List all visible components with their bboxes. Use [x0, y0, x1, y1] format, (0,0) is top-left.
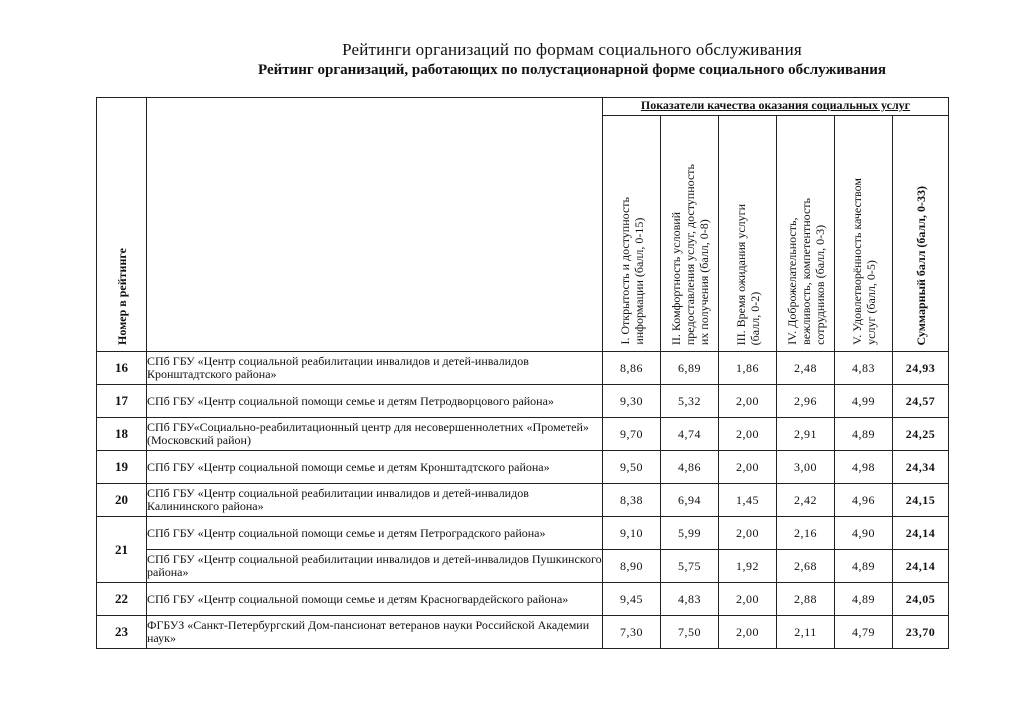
table-row	[97, 352, 949, 385]
score-openness: 9,30	[603, 385, 661, 418]
rank-cell: 16	[97, 352, 147, 385]
table-row	[97, 517, 949, 550]
col-header-openness: I. Открытость и доступность информации (балл, 0-15)	[603, 116, 661, 352]
score-total: 24,57	[893, 385, 949, 418]
score-total: 24,93	[893, 352, 949, 385]
col-header-waiting-time: III. Время ожидания услуги (балл, 0-2)	[719, 116, 777, 352]
score-satisfaction: 4,83	[835, 352, 893, 385]
rank-cell: 17	[97, 385, 147, 418]
score-waiting: 2,00	[719, 385, 777, 418]
score-courtesy: 2,48	[777, 352, 835, 385]
rank-cell: 23	[97, 616, 147, 649]
rank-cell: 19	[97, 451, 147, 484]
organization-cell: ФГБУЗ «Санкт-Петербургский Дом-пансионат ветеранов науки Российской Академии наук»	[147, 616, 603, 649]
col-header-courtesy: IV. Доброжелательность, вежливость, компетентность сотрудников (балл, 0-3)	[777, 116, 835, 352]
score-satisfaction: 4,96	[835, 484, 893, 517]
score-comfort: 6,89	[661, 352, 719, 385]
score-total: 24,14	[893, 550, 949, 583]
col-header-comfort: II. Комфортность условий предоставления услуг, доступность их получения (балл, 0-8)	[661, 116, 719, 352]
organization-cell: СПб ГБУ «Центр социальной помощи семье и детям Красногвардейского района»	[147, 583, 603, 616]
score-comfort: 4,83	[661, 583, 719, 616]
rank-cell: 20	[97, 484, 147, 517]
score-satisfaction: 4,90	[835, 517, 893, 550]
score-waiting: 1,86	[719, 352, 777, 385]
rank-cell: 18	[97, 418, 147, 451]
organization-cell: СПб ГБУ «Центр социальной реабилитации инвалидов и детей-инвалидов Калининского района»	[147, 484, 603, 517]
score-openness: 8,90	[603, 550, 661, 583]
score-total: 24,05	[893, 583, 949, 616]
table-row	[97, 616, 949, 649]
rank-column-label: Номер в рейтинге	[114, 247, 129, 345]
organization-cell: СПб ГБУ «Центр социальной помощи семье и детям Петродворцового района»	[147, 385, 603, 418]
score-courtesy: 2,96	[777, 385, 835, 418]
rank-cell: 22	[97, 583, 147, 616]
score-satisfaction: 4,89	[835, 550, 893, 583]
rank-column-header	[97, 98, 147, 352]
score-openness: 7,30	[603, 616, 661, 649]
table-row	[97, 418, 949, 451]
score-waiting: 2,00	[719, 517, 777, 550]
organization-cell: СПб ГБУ«Социально-реабилитационный центр для несовершеннолетних «Прометей» (Московский район)	[147, 418, 603, 451]
organization-cell: СПб ГБУ «Центр социальной реабилитации инвалидов и детей-инвалидов Кронштадтского района»	[147, 352, 603, 385]
score-total: 24,15	[893, 484, 949, 517]
score-courtesy: 2,91	[777, 418, 835, 451]
col-header-total: Суммарный балл (балл, 0-33)	[893, 116, 949, 352]
organization-cell: СПб ГБУ «Центр социальной помощи семье и детям Петроградского района»	[147, 517, 603, 550]
table-row	[97, 451, 949, 484]
score-total: 24,14	[893, 517, 949, 550]
score-courtesy: 2,88	[777, 583, 835, 616]
score-openness: 8,86	[603, 352, 661, 385]
score-courtesy: 3,00	[777, 451, 835, 484]
organization-cell: СПб ГБУ «Центр социальной реабилитации инвалидов и детей-инвалидов Пушкинского района»	[147, 550, 603, 583]
score-total: 24,25	[893, 418, 949, 451]
indicators-group-header: Показатели качества оказания социальных услуг	[603, 98, 949, 116]
score-comfort: 5,75	[661, 550, 719, 583]
page-title: Рейтинги организаций по формам социального обслуживания	[342, 40, 802, 59]
score-comfort: 4,74	[661, 418, 719, 451]
rank-cell: 21	[97, 517, 147, 583]
score-satisfaction: 4,98	[835, 451, 893, 484]
score-waiting: 2,00	[719, 418, 777, 451]
score-courtesy: 2,16	[777, 517, 835, 550]
score-comfort: 6,94	[661, 484, 719, 517]
score-waiting: 2,00	[719, 451, 777, 484]
score-openness: 9,45	[603, 583, 661, 616]
score-openness: 9,10	[603, 517, 661, 550]
score-openness: 9,50	[603, 451, 661, 484]
table-row	[97, 385, 949, 418]
score-satisfaction: 4,99	[835, 385, 893, 418]
score-satisfaction: 4,89	[835, 418, 893, 451]
score-comfort: 5,32	[661, 385, 719, 418]
rating-table	[96, 97, 949, 649]
score-courtesy: 2,42	[777, 484, 835, 517]
score-waiting: 2,00	[719, 583, 777, 616]
score-satisfaction: 4,79	[835, 616, 893, 649]
table-row	[97, 484, 949, 517]
table-row	[97, 583, 949, 616]
table-row	[97, 550, 949, 583]
score-courtesy: 2,11	[777, 616, 835, 649]
col-header-satisfaction: V. Удовлетворённость качеством услуг (балл, 0-5)	[835, 116, 893, 352]
score-comfort: 4,86	[661, 451, 719, 484]
score-waiting: 1,92	[719, 550, 777, 583]
page-subtitle: Рейтинг организаций, работающих по полустационарной форме социального обслуживания	[258, 62, 886, 78]
score-satisfaction: 4,89	[835, 583, 893, 616]
score-courtesy: 2,68	[777, 550, 835, 583]
organization-column-header	[147, 98, 603, 352]
score-comfort: 7,50	[661, 616, 719, 649]
score-comfort: 5,99	[661, 517, 719, 550]
score-waiting: 2,00	[719, 616, 777, 649]
score-waiting: 1,45	[719, 484, 777, 517]
score-openness: 8,38	[603, 484, 661, 517]
organization-cell: СПб ГБУ «Центр социальной помощи семье и детям Кронштадтского района»	[147, 451, 603, 484]
score-total: 23,70	[893, 616, 949, 649]
score-total: 24,34	[893, 451, 949, 484]
score-openness: 9,70	[603, 418, 661, 451]
